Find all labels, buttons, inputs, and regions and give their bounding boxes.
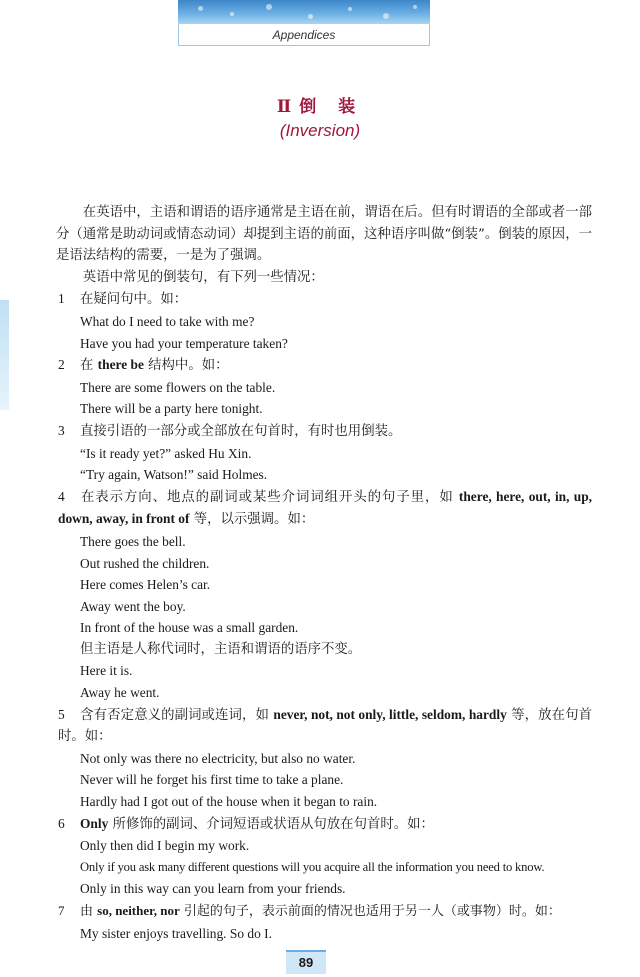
rule-keyword: Only (80, 815, 109, 831)
example-sentence: Only then did I begin my work. (80, 838, 250, 854)
rule-number: 5 (58, 706, 65, 722)
rule-keyword: there, here, out, in, up, down, away, in front of (58, 488, 592, 527)
example-sentence: There are some flowers on the table. (80, 379, 276, 395)
rule-item (56, 354, 592, 377)
rule-text: 引起的句子，表示前面的情况也适用于另一人（或事物）时。如： (179, 904, 561, 919)
example-sentence: My sister enjoys travelling. So do I. (80, 925, 272, 941)
rule-text: 在疑问句中。如： (80, 292, 188, 308)
example-sentence: In front of the house was a small garden. (80, 620, 299, 636)
rule-item (56, 288, 592, 311)
example-sentence: Out rushed the children. (80, 555, 210, 571)
intro-paragraph: 在英语中，主语和谓语的语序通常是主语在前，谓语在后。但有时谓语的全部或者一部分（通常是助动词或情态动词）却提到主语的前面，这种语序叫做“倒装”。倒装的原因，一是语法结构的需要，一是为了强调。 (56, 205, 592, 264)
example-sentence: There will be a party here tonight. (80, 401, 263, 417)
rule-text: 由 (80, 904, 98, 919)
rule-text: 结构中。如： (143, 358, 229, 374)
example-sentence: Away he went. (80, 685, 160, 701)
side-tab (0, 300, 9, 410)
example-sentence: Never will he forget his first time to take a plane. (80, 772, 344, 788)
rule-item (56, 420, 592, 443)
page-title-english: (Inversion) (279, 121, 361, 140)
example-sentence: “Try again, Watson!” said Holmes. (80, 467, 268, 483)
rule-text: 在表示方向、地点的副词或某些介词词组开头的句子里，如 (80, 489, 459, 505)
rule-text: 等，以示强调。如： (189, 512, 315, 528)
example-sentence: Only in this way can you learn from your friends. (80, 881, 346, 897)
example-sentence: “Is it ready yet?” asked Hu Xin. (80, 445, 252, 461)
rule-keyword: there be (97, 357, 144, 373)
rule-number: 7 (58, 903, 65, 918)
rule-text: 直接引语的一部分或全部放在句首时，有时也用倒装。 (80, 423, 402, 439)
example-sentence: Here it is. (80, 663, 133, 679)
rule-item (56, 486, 592, 531)
rule-item (56, 704, 592, 748)
rule-number: 3 (58, 422, 65, 438)
rule-number: 4 (58, 488, 65, 504)
example-sentence: Have you had your temperature taken? (80, 335, 288, 351)
main-content (56, 202, 592, 944)
example-sentence: Hardly had I got out of the house when it began to rain. (80, 794, 378, 810)
rule-text: 含有否定意义的副词或连词，如 (80, 707, 274, 723)
page-number: 89 (286, 950, 326, 974)
rule-text: 在 (80, 358, 98, 374)
rule-keyword: never, not, not only, little, seldom, hardly (273, 706, 507, 722)
example-sentence: Only if you ask many different questions will you acquire all the information you need to know. (80, 859, 545, 874)
rule-number: 1 (58, 291, 65, 307)
rule-number: 2 (58, 357, 65, 373)
rule-item (56, 900, 592, 923)
example-sentence: Here comes Helen’s car. (80, 577, 211, 593)
example-sentence: There goes the bell. (80, 533, 186, 549)
rule-text: 所修饰的副词、介词短语或状语从句放在句首时。如： (108, 816, 434, 832)
example-sentence: What do I need to take with me? (80, 313, 255, 329)
rule-note: 但主语是人称代词时，主语和谓语的语序不变。 (80, 641, 362, 657)
page-title-chinese: Ⅱ倒 装 (276, 97, 364, 117)
header-banner (178, 0, 430, 24)
section-label: Appendices (178, 24, 430, 46)
intro-list-lead: 英语中常见的倒装句，有下列一些情况： (82, 269, 324, 285)
rule-item (56, 813, 592, 836)
example-sentence: Away went the boy. (80, 598, 186, 614)
rule-text: 等，放在句首时。如： (58, 707, 592, 745)
rule-number: 6 (58, 815, 65, 831)
example-sentence: Not only was there no electricity, but also no water. (80, 750, 356, 766)
rule-keyword: so, neither, nor (97, 903, 180, 918)
